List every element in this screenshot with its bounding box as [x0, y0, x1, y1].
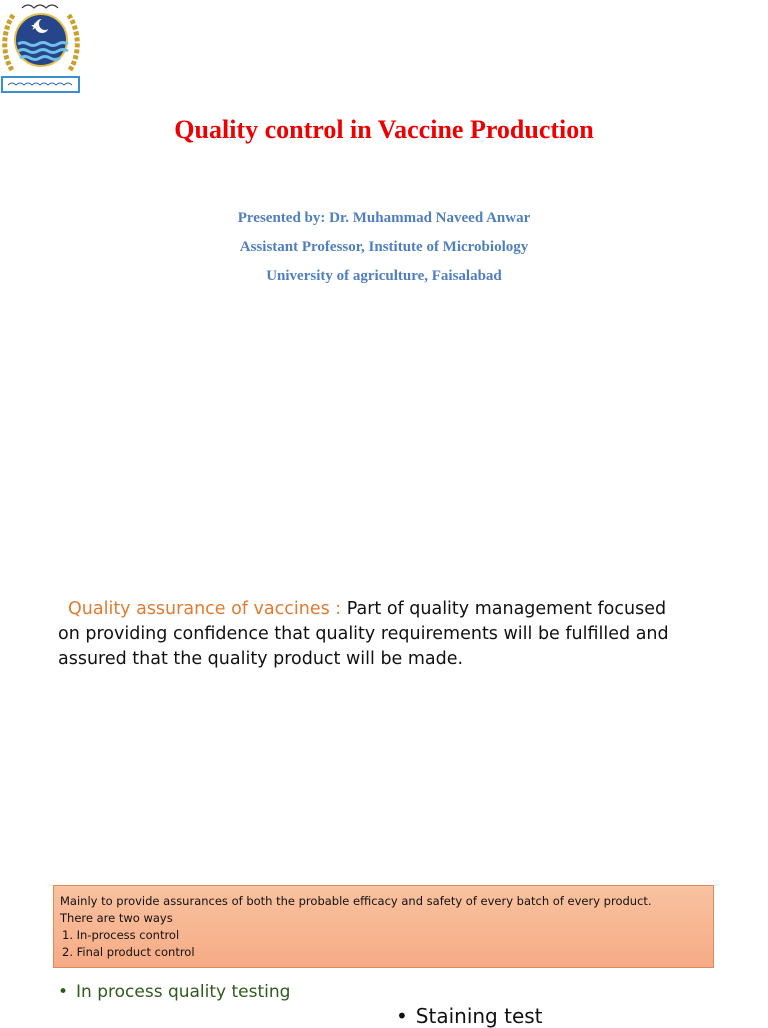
bullet-text-1: In process quality testing: [76, 982, 291, 1002]
university-logo: [0, 0, 82, 96]
qa-line-1: [58, 597, 718, 622]
box-line-2: There are two ways: [60, 911, 173, 925]
bullet-in-process-testing: [58, 982, 290, 1002]
presenter-position: Assistant Professor, Institute of Microbiology: [239, 239, 529, 255]
box-line-1: Mainly to provide assurances of both the probable efficacy and safety of every batch of every product.: [60, 894, 652, 908]
presenter-name: Presented by: Dr. Muhammad Naveed Anwar: [237, 210, 531, 226]
bullet-staining-test: [396, 1004, 543, 1028]
qa-body-1: Part of quality management focused: [346, 599, 667, 619]
box-line-3: 1. In-process control: [62, 928, 180, 942]
presenter-university: University of agriculture, Faisalabad: [266, 268, 502, 284]
bullet-icon: •: [396, 1004, 408, 1028]
quality-control-box: [53, 885, 714, 968]
bullet-text-2: Staining test: [415, 1004, 543, 1028]
qa-body-3: assured that the quality product will be made.: [58, 649, 464, 669]
quality-assurance-definition: [58, 597, 718, 672]
qa-body-2: on providing confidence that quality requirements will be fulfilled and: [58, 624, 669, 644]
presenter-info: [0, 204, 768, 291]
bullet-icon: •: [58, 982, 69, 1002]
box-line-4: 2. Final product control: [62, 945, 195, 959]
qa-heading: Quality assurance of vaccines :: [68, 599, 342, 619]
presentation-title: Quality control in Vaccine Production: [174, 115, 594, 144]
